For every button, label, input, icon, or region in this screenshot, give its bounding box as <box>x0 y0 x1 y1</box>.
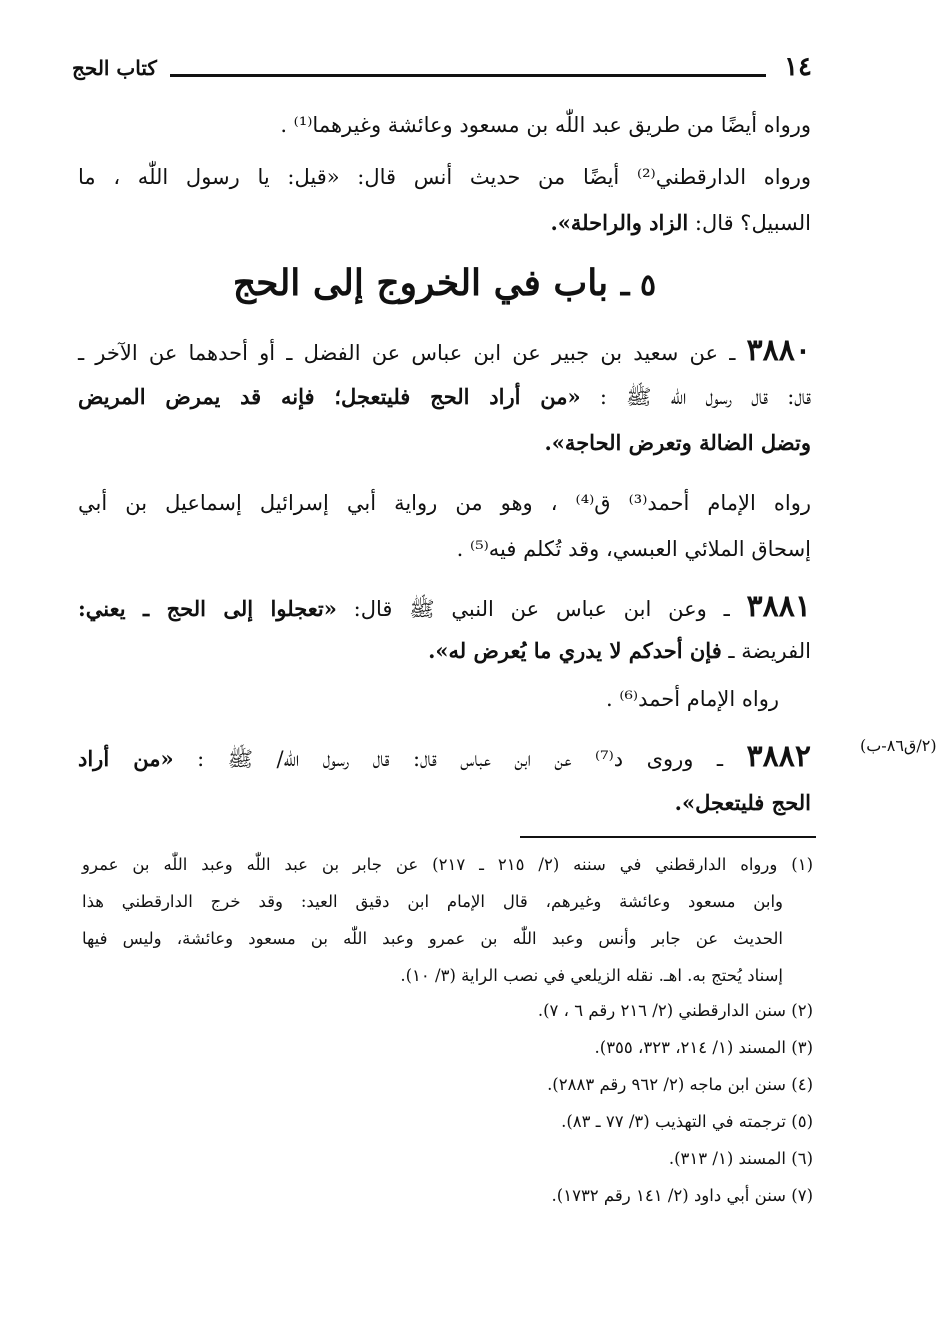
footnote-line: إسناد يُحتج به. اهـ. نقله الزيلعي في نصب الراية (٣/ ١٠). <box>400 966 783 985</box>
page-number: ١٤ <box>784 52 812 82</box>
body-line <box>78 206 811 240</box>
text-run-bold: فإن أحدكم لا يدري ما يُعرض له». <box>428 638 722 663</box>
footnote-line: وابن مسعود وعائشة وغيرهم، قال الإمام ابن دقيق العيد: وقد خرج الدارقطني هذا <box>82 892 783 911</box>
text-run: ـ وعن ابن عباس عن النبي ﷺ قال: <box>336 597 747 621</box>
manuscript-margin-note: (٢/ق٨٦-ب) <box>860 736 937 755</box>
text-run: قال: قال رسول اللّٰه ﷺ : <box>580 385 811 409</box>
hadith-number: ٣٨٨١ <box>746 589 811 624</box>
footnote-line: (٧) سنن أبي داود (٢/ ١٤١ رقم ١٧٣٢). <box>551 1186 813 1205</box>
hadith-3880-line <box>78 380 811 414</box>
hadith-number: ٣٨٨٢ <box>746 739 811 774</box>
footnote-line: الحديث عن جابر وأنس وعبد اللّٰه بن عمرو وعبد اللّٰه بن مسعود وعائشة، وليس فيها <box>82 929 783 948</box>
footnote-line: (٥) ترجمته في التهذيب (٣/ ٧٧ ـ ٨٣). <box>561 1112 813 1131</box>
page-header <box>72 52 812 92</box>
footnote-line: (٤) سنن ابن ماجه (٢/ ٩٦٢ رقم ٢٨٨٣). <box>547 1075 813 1094</box>
text-run: ـ وروى د⁽⁷⁾ عن ابن عباس قال: قال رسول اللّٰه/ ﷺ : <box>173 747 747 771</box>
text-run-bold: «من أراد الحج فليتعجل؛ فإنه قد يمرض المريض <box>78 384 581 409</box>
footnote-rule <box>520 836 816 838</box>
hadith-number: ٣٨٨٠ <box>746 333 811 368</box>
footnote-line: (٢) سنن الدارقطني (٢/ ٢١٦ رقم ٦ ، ٧). <box>537 1001 813 1020</box>
body-line: ورواه الدارقطني⁽²⁾ أيضًا من حديث أنس قال: «قيل: يا رسول اللّٰه ، ما <box>78 165 811 189</box>
body-line: ورواه أيضًا من طريق عبد اللّٰه بن مسعود وعائشة وغيرهما⁽¹⁾ . <box>280 113 811 137</box>
body-line: رواه الإمام أحمد⁽³⁾ ق⁽⁴⁾ ، وهو من رواية أبي إسرائيل إسماعيل بن أبي <box>78 491 811 515</box>
chapter-number: ٥ ـ <box>620 268 657 303</box>
text-run-bold: «تعجلوا إلى الحج ـ يعني: <box>78 596 337 621</box>
hadith-3882-line <box>78 740 811 776</box>
chapter-title: باب في الخروج إلى الحج <box>232 262 609 304</box>
text-run: السبيل؟ قال: <box>688 211 811 235</box>
text-run-bold: الزاد والراحلة». <box>550 210 689 235</box>
text-run: ـ عن سعيد بن جبير عن ابن عباس عن الفضل ـ أو أحدهما عن الآخر ـ <box>78 341 747 365</box>
header-rule <box>170 74 766 77</box>
text-run-bold: «من أراد <box>78 746 174 771</box>
footnote-line: (٦) المسند (١/ ٣١٣). <box>668 1149 813 1168</box>
footnote-line: (٣) المسند (١/ ٢١٤، ٣٢٣، ٣٥٥). <box>594 1038 813 1057</box>
hadith-3881-line <box>78 590 811 626</box>
body-line: إسحاق الملائي العبسي، وقد تُكلم فيه⁽⁵⁾ . <box>456 537 811 561</box>
body-line: رواه الإمام أحمد⁽⁶⁾ . <box>605 687 779 711</box>
text-run: الفريضة ـ <box>721 639 811 663</box>
hadith-3880-line: وتضل الضالة وتعرض الحاجة». <box>544 430 811 455</box>
hadith-3880-line <box>78 334 811 370</box>
book-title: كتاب الحج <box>72 56 157 80</box>
hadith-3882-line: الحج فليتعجل». <box>674 790 811 815</box>
hadith-3881-line <box>78 634 811 668</box>
footnote-line: (١) ورواه الدارقطني في سننه (٢/ ٢١٥ ـ ٢١٧) عن جابر بن عبد اللّٰه وعبد اللّٰه بن عمرو <box>82 855 813 874</box>
chapter-heading <box>78 262 811 304</box>
